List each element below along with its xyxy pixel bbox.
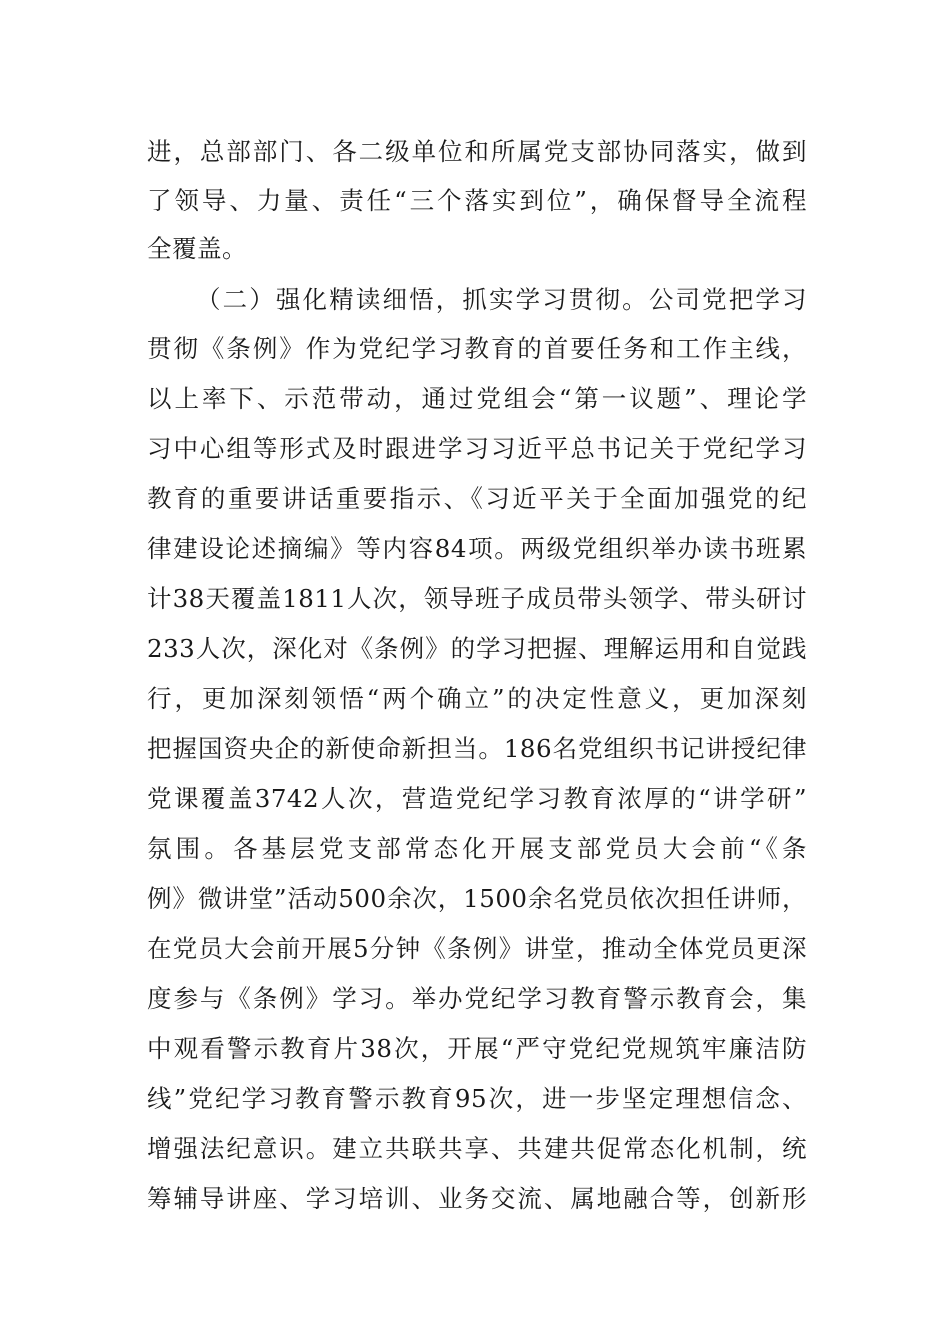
- text-line: 中观看警示教育片38次，开展“严守党纪党规筑牢廉洁防: [147, 1034, 807, 1063]
- text-line: 全覆盖。: [147, 234, 247, 263]
- text-line: 行，更加深刻领悟“两个确立”的决定性意义，更加深刻: [147, 684, 807, 713]
- text-line: 氛围。各基层党支部常态化开展支部党员大会前“《条: [147, 834, 807, 863]
- text-line: 线”党纪学习教育警示教育95次，进一步坚定理想信念、: [147, 1084, 807, 1113]
- text-line: 党课覆盖3742人次，营造党纪学习教育浓厚的“讲学研”: [147, 784, 807, 813]
- text-line: 计38天覆盖1811人次，领导班子成员带头领学、带头研讨: [147, 584, 807, 613]
- text-line: 例》微讲堂”活动500余次，1500余名党员依次担任讲师，: [147, 884, 807, 913]
- text-line: 把握国资央企的新使命新担当。186名党组织书记讲授纪律: [147, 734, 807, 763]
- text-line: 233人次，深化对《条例》的学习把握、理解运用和自觉践: [147, 634, 807, 663]
- text-line: 进，总部部门、各二级单位和所属党支部协同落实，做到: [147, 137, 807, 166]
- text-line: 在党员大会前开展5分钟《条例》讲堂，推动全体党员更深: [147, 934, 807, 963]
- text-line: 了领导、力量、责任“三个落实到位”，确保督导全流程: [147, 186, 807, 215]
- text-line: 习中心组等形式及时跟进学习习近平总书记关于党纪学习: [147, 434, 807, 463]
- text-line: 教育的重要讲话重要指示、《习近平关于全面加强党的纪: [147, 484, 807, 513]
- text-line: 贯彻《条例》作为党纪学习教育的首要任务和工作主线，: [147, 334, 807, 363]
- text-line: 增强法纪意识。建立共联共享、共建共促常态化机制，统: [147, 1134, 807, 1163]
- section-heading-line: （二）强化精读细悟，抓实学习贯彻。公司党把学习: [196, 285, 807, 314]
- text-line: 度参与《条例》学习。举办党纪学习教育警示教育会，集: [147, 984, 807, 1013]
- text-line: 律建设论述摘编》等内容84项。两级党组织举办读书班累: [147, 534, 807, 563]
- text-line: 以上率下、示范带动，通过党组会“第一议题”、理论学: [147, 384, 807, 413]
- text-line: 筹辅导讲座、学习培训、业务交流、属地融合等，创新形: [147, 1184, 807, 1213]
